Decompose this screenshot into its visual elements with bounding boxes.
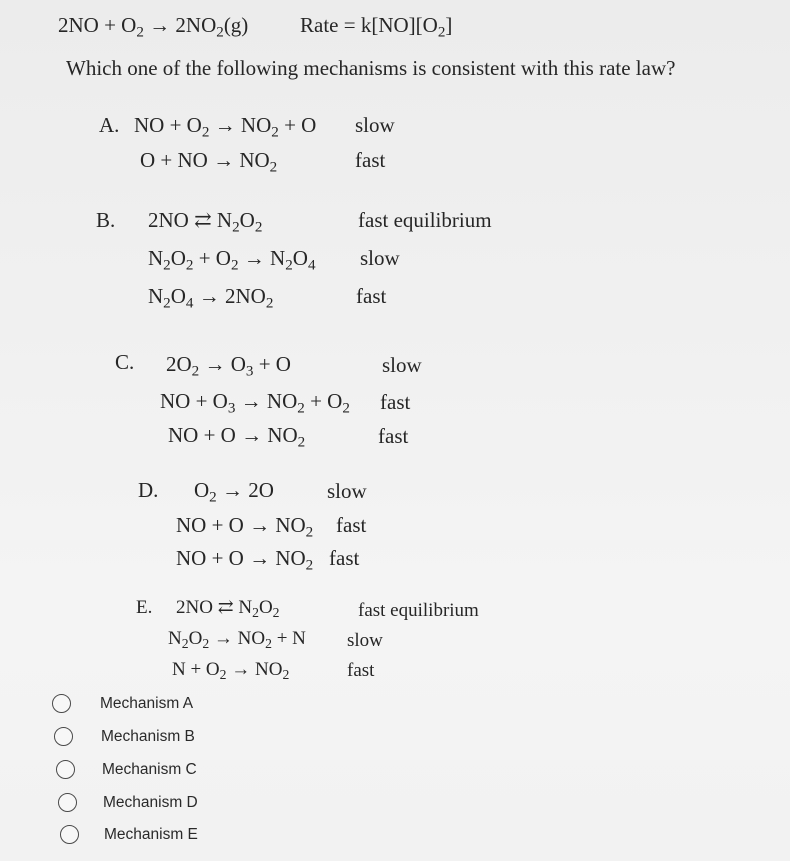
choice-label[interactable]: Mechanism C <box>102 761 197 778</box>
step-speed: fast equilibrium <box>358 600 479 621</box>
reaction-step: NO + $O_2 \to NO_2 + O$ <box>134 113 317 141</box>
choice-label[interactable]: Mechanism B <box>101 728 195 745</box>
mechanism-letter: B. <box>96 208 116 232</box>
radio-button[interactable] <box>52 694 71 713</box>
choice-label[interactable]: Mechanism D <box>103 794 198 811</box>
step-speed: fast <box>378 424 409 448</box>
step-speed: fast equilibrium <box>358 208 492 232</box>
overall-equation: $2NO + O_2 \to 2NO_2(g)$ <box>58 13 249 41</box>
step-speed: slow <box>360 246 400 270</box>
reaction-step: NO + $O \to NO_2$ <box>168 423 306 451</box>
step-speed: fast <box>355 148 386 172</box>
reaction-step: NO + $O \to NO_2$ <box>176 546 314 574</box>
reaction-step: $2O_2 \to O_3 + O$ <box>166 352 291 380</box>
mechanism-letter: C. <box>115 350 135 374</box>
mechanism-letter: E. <box>136 597 153 618</box>
step-speed: slow <box>347 630 383 651</box>
question-prompt: Which one of the following mechanisms is consistent with this rate law? <box>66 56 676 80</box>
reaction-step: 2NO ⇄ $N_2O_2$ <box>148 208 263 236</box>
mechanism-letter: D. <box>138 478 159 502</box>
reaction-step: $N_2O_2 \to NO_2 + N$ <box>168 628 306 652</box>
mechanism-letter: A. <box>99 113 120 137</box>
radio-button[interactable] <box>58 793 77 812</box>
reaction-step: NO + $O_3 \to NO_2 + O_2$ <box>160 389 350 417</box>
reaction-step: 2NO ⇄ $N_2O_2$ <box>176 597 280 621</box>
reaction-step: $N_2O_2 + O_2 \to N_2O_4$ <box>148 246 316 274</box>
step-speed: slow <box>382 353 422 377</box>
step-speed: fast <box>380 390 411 414</box>
reaction-step: O + NO → $NO_2$ <box>140 148 278 176</box>
step-speed: fast <box>356 284 387 308</box>
step-speed: fast <box>329 546 360 570</box>
reaction-step: $N + O_2 \to NO_2$ <box>172 659 290 683</box>
step-speed: slow <box>355 113 395 137</box>
radio-button[interactable] <box>54 727 73 746</box>
step-speed: slow <box>327 479 367 503</box>
step-speed: fast <box>336 513 367 537</box>
reaction-step: $N_2O_4 \to 2NO_2$ <box>148 284 274 312</box>
reaction-step: $O_2 \to 2O$ <box>194 478 274 506</box>
rate-law: Rate = $k[NO][O_2]$ <box>300 13 453 41</box>
choice-label[interactable]: Mechanism A <box>100 695 194 712</box>
choice-label[interactable]: Mechanism E <box>104 826 198 843</box>
reaction-step: NO + $O \to NO_2$ <box>176 513 314 541</box>
step-speed: fast <box>347 660 375 681</box>
radio-button[interactable] <box>60 825 79 844</box>
radio-button[interactable] <box>56 760 75 779</box>
